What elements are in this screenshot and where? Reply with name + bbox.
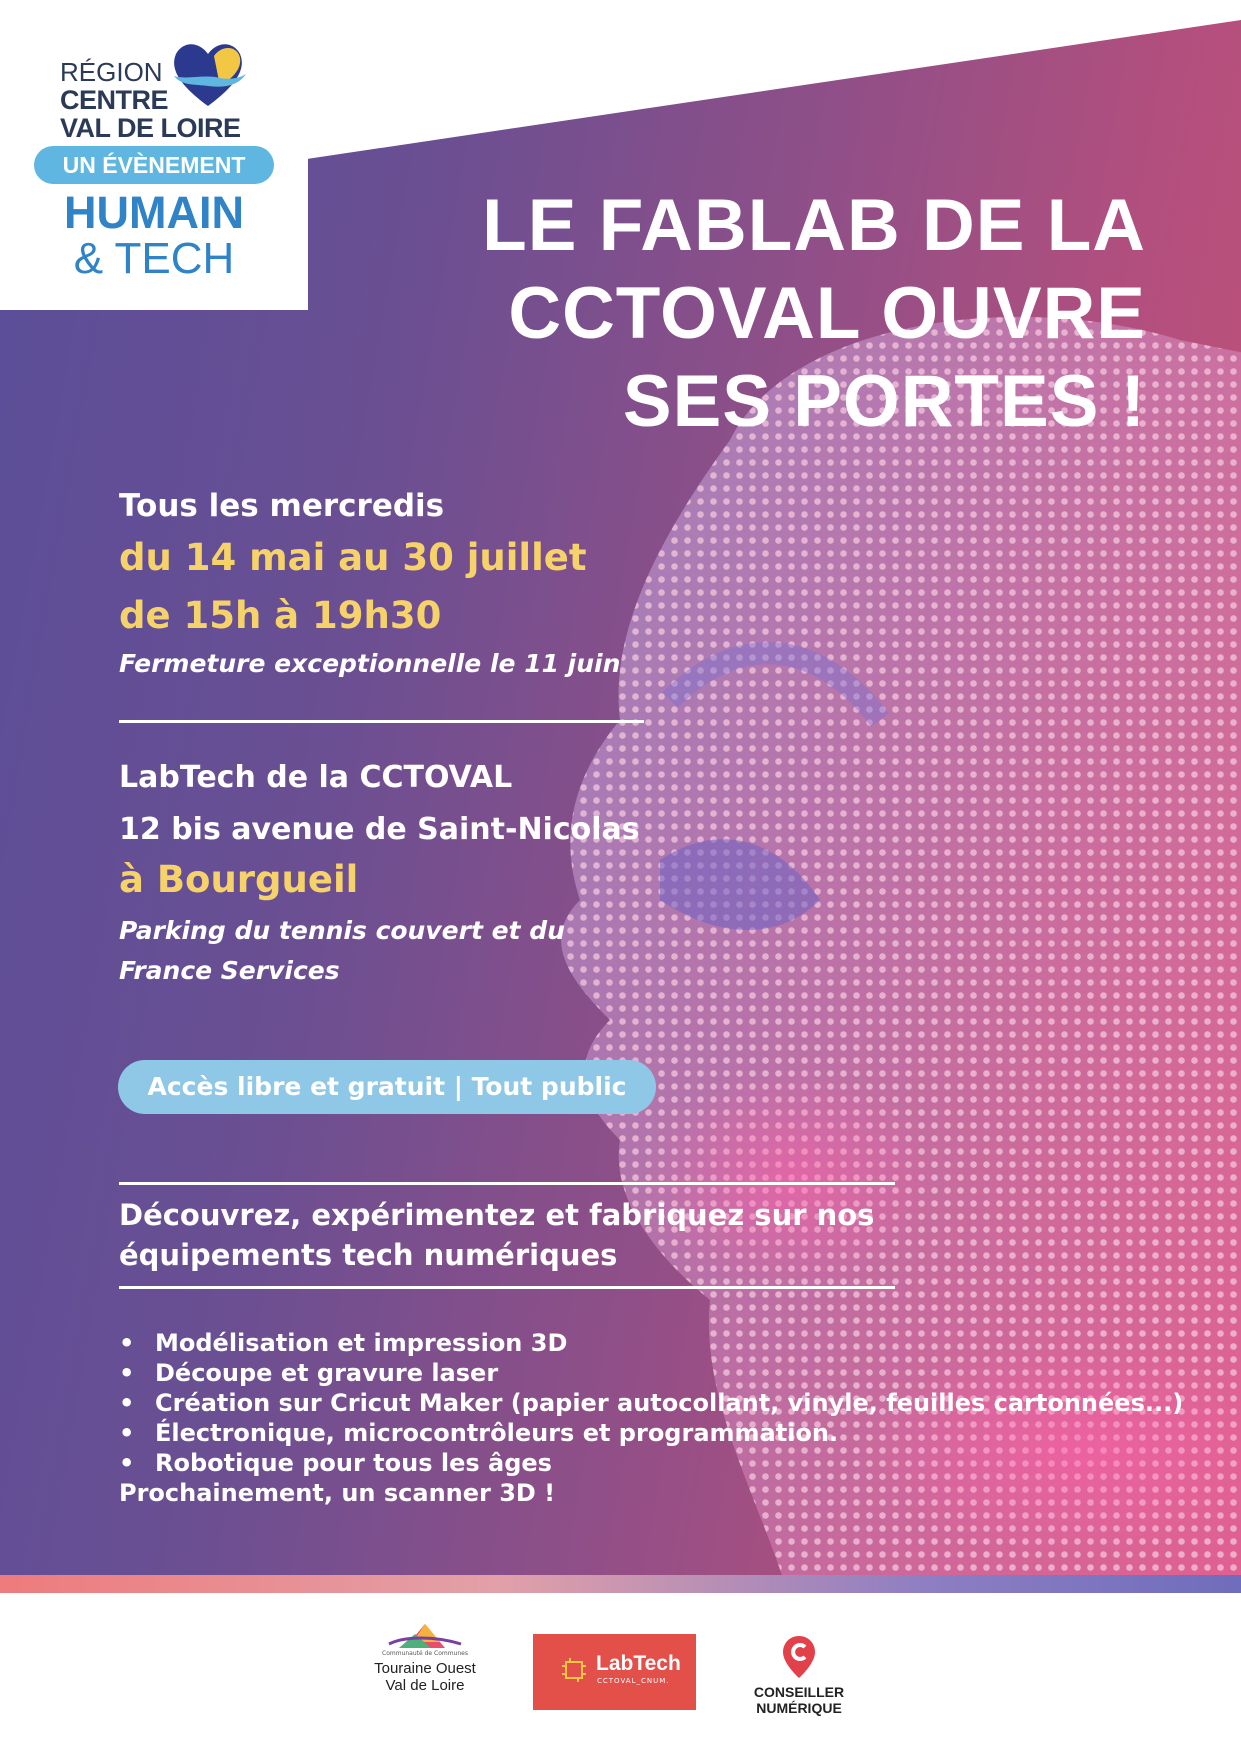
region-line-1: RÉGION [60, 57, 163, 87]
region-logo-block [0, 0, 308, 310]
closure-note: Fermeture exceptionnelle le 11 juin [119, 649, 621, 678]
schedule-intro: Tous les mercredis [119, 488, 445, 524]
title-line-3: SES PORTES ! [622, 361, 1146, 442]
schedule-dates: du 14 mai au 30 juillet [119, 536, 587, 579]
intro-line-2: équipements tech numériques [119, 1238, 618, 1272]
list-item: • Modélisation et impression 3D [119, 1329, 568, 1357]
intro-line-1: Découvrez, expérimentez et fabriquez sur nos [119, 1198, 875, 1232]
footer-color-band [0, 1575, 1241, 1593]
list-item: • Création sur Cricut Maker (papier autocollant, vinyle, feuilles cartonnées...) [119, 1389, 1184, 1417]
event-pill: UN ÉVÈNEMENT [34, 146, 274, 184]
schedule-hours: de 15h à 19h30 [119, 594, 442, 637]
divider-1 [119, 720, 644, 723]
parking-line-1: Parking du tennis couvert et du [119, 916, 565, 945]
venue-address: 12 bis avenue de Saint-Nicolas [119, 812, 640, 847]
access-pill: Accès libre et gratuit | Tout public [118, 1060, 656, 1114]
chip-icon [558, 1654, 590, 1686]
main-title [386, 182, 1146, 446]
venue-city: à Bourgueil [119, 858, 359, 901]
region-heart-icon [168, 34, 248, 114]
conseiller-numerique-label: CONSEILLER NUMÉRIQUE [753, 1684, 845, 1716]
conseiller-numerique-pin-icon [781, 1634, 817, 1680]
region-line-3: VAL DE LOIRE [60, 113, 241, 143]
region-line-2: CENTRE [60, 85, 169, 115]
list-item: • Électronique, microcontrôleurs et programmation. [119, 1419, 839, 1447]
divider-3 [119, 1286, 895, 1289]
labtech-name: LabTech [596, 1652, 681, 1675]
list-item: • Découpe et gravure laser [119, 1359, 499, 1387]
list-item: • Robotique pour tous les âges [119, 1449, 552, 1477]
venue-name: LabTech de la CCTOVAL [119, 760, 513, 795]
equipment-list [119, 1328, 1183, 1508]
coming-soon: Prochainement, un scanner 3D ! [119, 1479, 556, 1507]
title-line-2: CCTOVAL OUVRE [508, 273, 1146, 354]
cc-small-label: Communauté de Communes [382, 1650, 468, 1657]
title-line-1: LE FABLAB DE LA [482, 185, 1146, 266]
humain-wordmark: HUMAIN [64, 187, 244, 238]
parking-line-2: France Services [119, 956, 340, 985]
cc-touraine-logo-icon [385, 1622, 465, 1652]
tech-wordmark: & TECH [73, 234, 235, 283]
labtech-sub: CCTOVAL_CNUM. [597, 1677, 670, 1685]
cc-name: Touraine Ouest Val de Loire [374, 1660, 476, 1694]
divider-2 [119, 1182, 895, 1185]
